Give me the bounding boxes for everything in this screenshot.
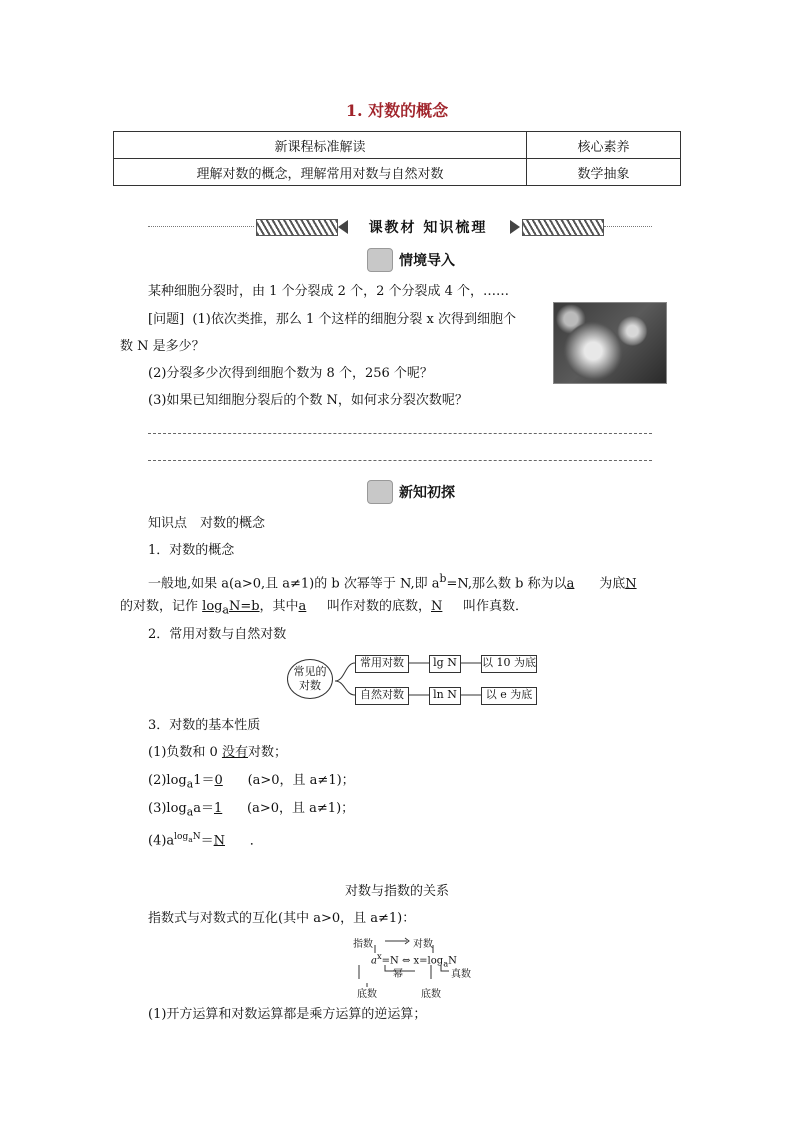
exp-log-relation-diagram bbox=[345, 935, 475, 1000]
table-cell: 理解对数的概念，理解常用对数与自然对数 bbox=[114, 159, 527, 186]
prop-sub: a bbox=[186, 805, 194, 819]
true-number-label: 真数 bbox=[451, 969, 471, 980]
prop-text: ． bbox=[249, 833, 263, 849]
question-1-cont: 数 N 是多少？ bbox=[120, 339, 205, 354]
banner-dotted-line bbox=[604, 226, 652, 227]
answer-n: N bbox=[625, 576, 637, 592]
item-1-title: 1．对数的概念 bbox=[148, 543, 235, 558]
banner-arrow-left-icon bbox=[338, 220, 348, 234]
def-text: 叫作对数的底数， bbox=[326, 599, 431, 614]
property-1 bbox=[148, 744, 287, 762]
def-text: 叫作真数． bbox=[463, 599, 529, 614]
prop-text: (4)a bbox=[148, 833, 175, 849]
def-text: ，其中 bbox=[259, 599, 299, 614]
banner-hatch-right bbox=[522, 219, 604, 236]
standards-table bbox=[113, 131, 681, 186]
prop-sup-rest: N bbox=[192, 832, 201, 842]
question-3: (3)如果已知细胞分裂后的个数 N，如何求分裂次数呢？ bbox=[148, 393, 468, 408]
prop-text: (a>0，且 a≠1)； bbox=[247, 773, 355, 788]
relation-intro: 指数式与对数式的互化(其中 a>0，且 a≠1)： bbox=[148, 911, 416, 926]
answer-log-notation bbox=[202, 599, 260, 617]
log-text: log bbox=[202, 599, 223, 614]
def-text: 的对数，记作 bbox=[120, 599, 199, 614]
prop-text: (a>0，且 a≠1)； bbox=[247, 801, 355, 816]
banner-arrow-right-icon bbox=[510, 220, 520, 234]
exponent-label: 指数 bbox=[353, 939, 373, 950]
page-title: 1. 对数的概念 bbox=[345, 101, 449, 120]
banner-dotted-line bbox=[148, 226, 254, 227]
answer-base: a bbox=[566, 576, 575, 592]
prop-text: a＝ bbox=[193, 801, 214, 816]
item-3-title: 3．对数的基本性质 bbox=[148, 718, 261, 733]
prop-text: 对数； bbox=[247, 745, 287, 760]
base-10-box: 以 10 为底 bbox=[481, 655, 537, 673]
power-label: 幂 bbox=[393, 969, 403, 980]
logarithm-label: 对数 bbox=[413, 939, 433, 950]
answer-zero: 0 bbox=[214, 773, 223, 788]
intro-text: 某种细胞分裂时，由 1 个分裂成 2 个，2 个分裂成 4 个，…… bbox=[148, 284, 510, 299]
question-1-text: (1)依次类推，那么 1 个这样的细胞分裂 x 次得到细胞个 bbox=[192, 312, 516, 327]
section-heading-new bbox=[367, 480, 455, 504]
def-text: 一般地,如果 a(a>0,且 a≠1)的 b 次幂等于 N,即 a bbox=[148, 576, 440, 592]
answer-none: 没有 bbox=[221, 745, 248, 760]
prop-text: ＝ bbox=[200, 833, 214, 849]
base-label: 底数 bbox=[357, 989, 377, 1000]
eq-end: N bbox=[448, 955, 457, 967]
item-2-title: 2．常用对数与自然对数 bbox=[148, 627, 287, 642]
prop-text: 1＝ bbox=[193, 773, 215, 788]
question-tag: [问题] bbox=[148, 312, 185, 327]
center-label: 常见的 bbox=[293, 665, 327, 678]
center-label: 对数 bbox=[299, 679, 321, 692]
ln-n-box: ln N bbox=[429, 687, 461, 705]
lab-flask-icon bbox=[367, 248, 393, 272]
cell-molecule-image bbox=[553, 302, 667, 384]
answer-base-2: a bbox=[298, 599, 307, 614]
exp-log-equation bbox=[371, 951, 457, 968]
answer-n-3: N bbox=[213, 833, 225, 849]
prop-sup-sub: a bbox=[188, 834, 193, 844]
base-e-box: 以 e 为底 bbox=[481, 687, 537, 705]
banner-label: 课教材 知识梳理 bbox=[368, 220, 488, 236]
table-header-cell: 核心素养 bbox=[527, 132, 681, 159]
eq-sup: x bbox=[376, 951, 382, 961]
prop-text: (3)log bbox=[148, 801, 187, 816]
answer-line bbox=[148, 460, 652, 461]
question-1-line bbox=[148, 311, 516, 329]
eq-mid: =N ⇔ x=log bbox=[381, 955, 444, 967]
base-label: 底数 bbox=[421, 989, 441, 1000]
def-sup: b bbox=[439, 572, 447, 585]
answer-one: 1 bbox=[213, 801, 223, 816]
section-heading-text: 情境导入 bbox=[399, 253, 455, 269]
table-row bbox=[114, 159, 681, 186]
prop-sup-text: log bbox=[174, 832, 189, 842]
def-text: =N,那么数 b 称为以 bbox=[446, 576, 567, 592]
answer-line bbox=[148, 433, 652, 434]
relation-title: 对数与指数的关系 bbox=[344, 884, 449, 899]
answer-n-2: N bbox=[431, 599, 443, 614]
question-2: (2)分裂多少次得到细胞个数为 8 个，256 个呢？ bbox=[148, 366, 433, 381]
section-heading-text: 新知初探 bbox=[399, 485, 455, 501]
diagram-center-node bbox=[287, 659, 333, 699]
table-cell: 数学抽象 bbox=[527, 159, 681, 186]
book-icon bbox=[367, 480, 393, 504]
eq-sub: a bbox=[443, 958, 449, 969]
prop-text: (1)负数和 0 bbox=[148, 745, 222, 760]
section-banner bbox=[148, 216, 652, 238]
log-types-diagram bbox=[287, 655, 547, 707]
property-2 bbox=[148, 772, 355, 794]
def-text: 为底 bbox=[599, 576, 626, 592]
table-header-row bbox=[114, 132, 681, 159]
knowledge-point: 知识点 对数的概念 bbox=[148, 516, 266, 531]
definition-line-2 bbox=[120, 598, 528, 620]
common-log-box: 常用对数 bbox=[355, 655, 409, 673]
eq-base: a bbox=[371, 955, 377, 967]
prop-sup bbox=[174, 832, 200, 842]
section-heading-intro bbox=[367, 248, 455, 272]
lg-n-box: lg N bbox=[429, 655, 461, 673]
table-header-cell: 新课程标准解读 bbox=[114, 132, 527, 159]
log-rest: N=b bbox=[228, 599, 260, 614]
property-3 bbox=[148, 800, 354, 822]
prop-sub: a bbox=[186, 777, 194, 791]
relation-note-1: (1)开方运算和对数运算都是乘方运算的逆运算； bbox=[148, 1007, 427, 1022]
property-4 bbox=[148, 828, 263, 850]
banner-hatch-left bbox=[256, 219, 338, 236]
definition-line-1 bbox=[148, 570, 637, 593]
natural-log-box: 自然对数 bbox=[355, 687, 409, 705]
prop-text: (2)log bbox=[148, 773, 187, 788]
log-sub: a bbox=[222, 603, 229, 617]
